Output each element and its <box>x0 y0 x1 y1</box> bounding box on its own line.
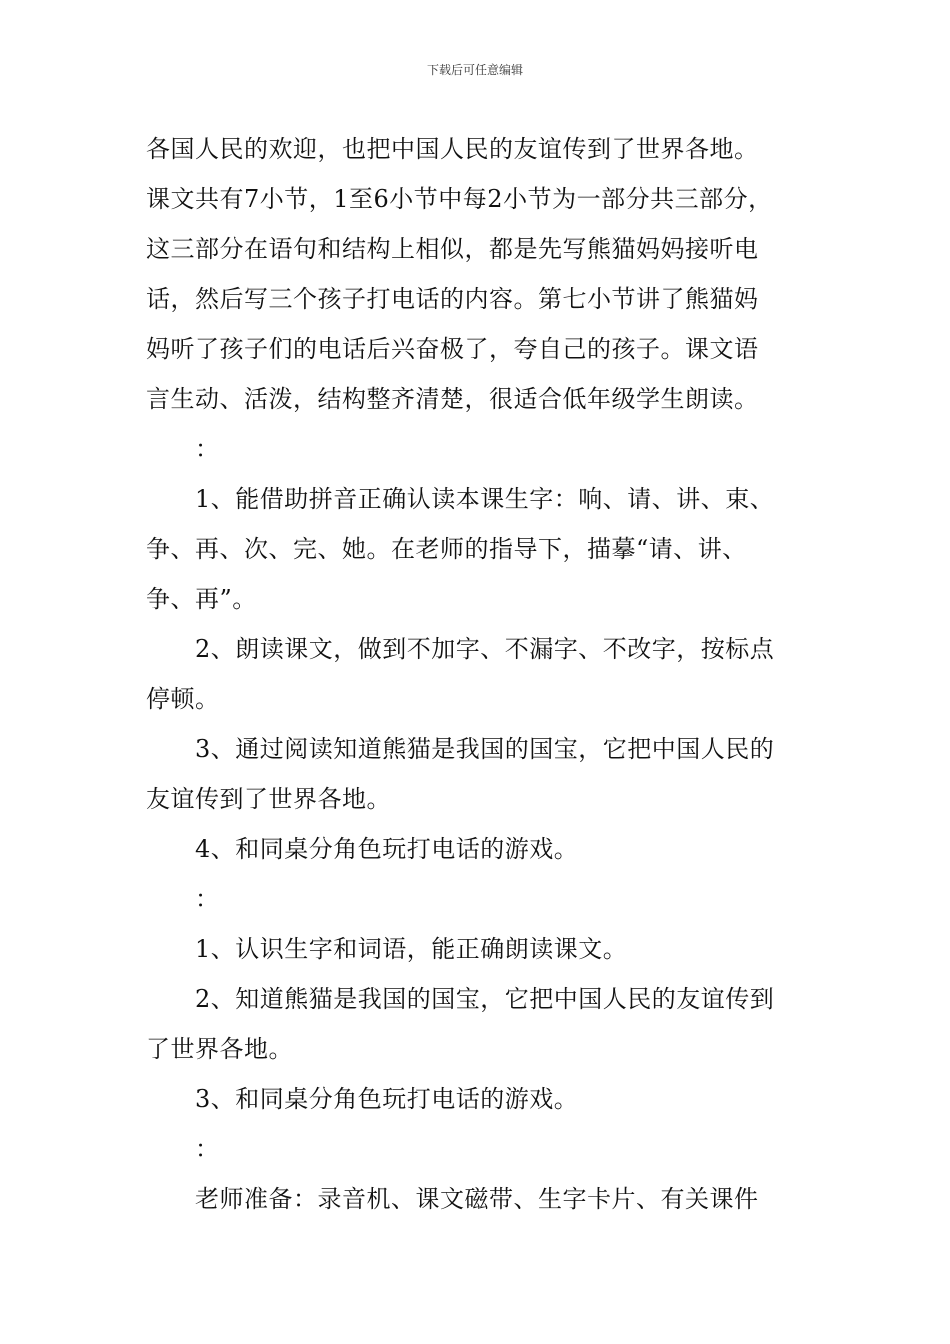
text-line: 这三部分在语句和结构上相似，都是先写熊猫妈妈接听电 <box>146 235 759 263</box>
document-body <box>146 124 811 1224</box>
text-line: 停顿。 <box>146 685 220 713</box>
text-line: 课文共有7小节，1至6小节中每2小节为一部分共三部分， <box>146 185 773 213</box>
page-header-note: 下载后可任意编辑 <box>426 63 523 77</box>
key-point-item: 1、认识生字和词语，能正确朗读课文。 <box>195 935 628 963</box>
section-heading-colon: ： <box>195 435 220 463</box>
text-line: 各国人民的欢迎，也把中国人民的友谊传到了世界各地。 <box>146 135 759 163</box>
objective-item: 3、通过阅读知道熊猫是我国的国宝，它把中国人民的 <box>195 735 775 763</box>
key-point-item: 2、知道熊猫是我国的国宝，它把中国人民的友谊传到 <box>195 985 775 1013</box>
section-heading-colon: ： <box>195 1135 220 1163</box>
text-line: 争、再、次、完、她。在老师的指导下，描摹“请、讲、 <box>146 535 747 563</box>
section-heading-colon: ： <box>195 885 220 913</box>
objective-item: 2、朗读课文，做到不加字、不漏字、不改字，按标点 <box>195 635 775 663</box>
text-line: 话，然后写三个孩子打电话的内容。第七小节讲了熊猫妈 <box>146 285 759 313</box>
text-line: 争、再”。 <box>146 585 257 613</box>
objective-item: 1、能借助拼音正确认读本课生字：响、请、讲、束、 <box>195 485 775 513</box>
text-line: 友谊传到了世界各地。 <box>146 785 391 813</box>
key-point-item: 3、和同桌分角色玩打电话的游戏。 <box>195 1085 579 1113</box>
text-line: 妈听了孩子们的电话后兴奋极了，夸自己的孩子。课文语 <box>146 335 759 363</box>
objective-item: 4、和同桌分角色玩打电话的游戏。 <box>195 835 579 863</box>
preparation-line: 老师准备：录音机、课文磁带、生字卡片、有关课件 <box>195 1185 759 1213</box>
text-line: 言生动、活泼，结构整齐清楚，很适合低年级学生朗读。 <box>146 385 759 413</box>
text-line: 了世界各地。 <box>146 1035 293 1063</box>
